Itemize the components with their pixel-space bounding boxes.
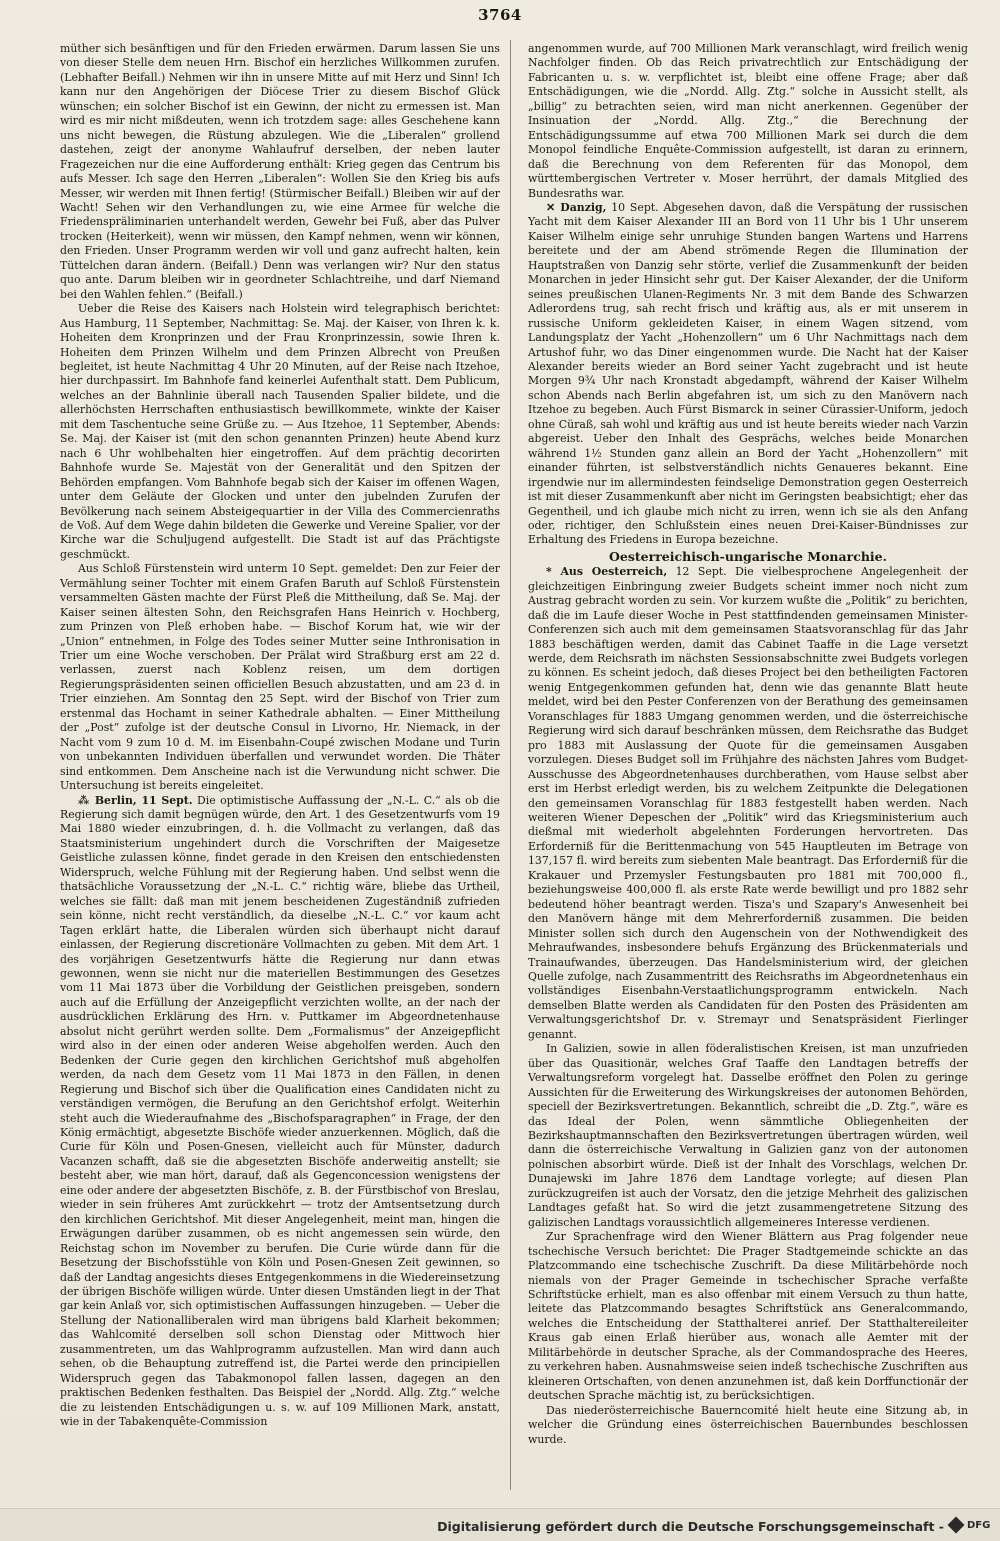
- dateline-oesterreich: * Aus Oesterreich,: [546, 565, 668, 579]
- dateline-berlin: ⁂ Berlin, 11 Sept.: [78, 793, 193, 807]
- dfg-logo: [950, 1517, 992, 1533]
- digitization-footer: [0, 1508, 1000, 1541]
- section-heading-austria-hungary: Oesterreichisch-ungarische Monarchie.: [609, 548, 887, 564]
- paragraph-bauerncomite: Das niederösterreichische Bauerncomité hielt heute eine Sitzung ab, in welcher die Gründung eines österreichischen Bauernbundes beschlossen wurde.: [528, 1403, 968, 1446]
- paragraph-speech-end: müther sich besänftigen und für den Frieden erwärmen. Darum lassen Sie uns von dieser Stelle dem neuen Hrn. Bischof ein herzliches Willkommen zurufen. (Lebhafter Beifall.) Nehmen wir ihn in unsere Mitte auf mit Herz und Sinn! Ich kann nur den Angehörigen der Diöcese Trier zu diesem Bischof Glück wünschen; ein solcher Bischof ist ein Gewinn, der nicht zu ermessen ist. Man wird es mir nicht mißdeuten, wenn ich trotzdem sage: alles Geschehene kann uns nicht bewegen, die Rüstung abzulegen. Wie die „Liberalen“ grollend dastehen, zeigt der anonyme Wahlaufruf derselben, der neben lauter Fragezeichen nur die eine Aufforderung enthält: Krieg gegen das Centrum bis aufs Messer. Ich sage den Herren „Liberalen“: Wollen Sie den Krieg bis aufs Messer, wir werden mit Ihnen fertig! (Stürmischer Beifall.) Bleiben wir auf der Wacht! Sehen wir den Verhandlungen zu, wie eine Armee für welche die Friedenspräliminarien unterhandelt werden, Gewehr bei Fuß, aber das Pulver trocken (Heiterkeit), wenn wir müssen, den Kampf nehmen, wenn wir können, den Frieden. Unser Programm werden wir voll und ganz aufrecht halten, kein Tüttelchen daran ändern. (Beifall.) Denn was verlangen wir? Nur den status quo ante. Darum bleiben wir in geordneter Schlachtreihe, und darf Niemand bei den Wahlen fehlen.“ (Beifall.): [60, 42, 500, 301]
- left-column: [60, 42, 500, 1502]
- dateline-danzig: ✕ Danzig,: [546, 200, 607, 214]
- paragraph-oesterreich-text: 12 Sept. Die vielbesprochene Angelegenheit der gleichzeitigen Einbringung zweier Budgets scheint immer noch nicht zum Austrag gebracht worden zu sein. Vor kurzem wußte die „Politik“ zu berichten, daß die im Laufe dieser Woche in Pest stattfindenden gemeinsamen Minister-Conferenzen sich auch mit dem gemeinsamen Staatsvoranschlag für das Jahr 1883 beschäftigen werden, damit das Cabinet Taaffe in die Lage versetzt werde, dem Reichsrath im nächsten Sessionsabschnitte zwei Budgets vorlegen zu können. Es scheint jedoch, daß dieses Project bei den betheiligten Factoren wenig Entgegenkommen gefunden hat, denn wie das genannte Blatt heute meldet, wird bei den Pester Conferenzen von der Berathung des gemeinsamen Voranschlages für 1883 Umgang genommen werden, und die österreichische Regierung wird sich darauf beschränken müssen, dem Reichsrathe das Budget pro 1883 mit Auslassung der Quote für die gemeinsamen Ausgaben vorzulegen. Dieses Budget soll im Frühjahre des nächsten Jahres vom Budget-Ausschusse des Abgeordnetenhauses durchberathen, vom Hause selbst aber erst im Herbst erledigt werden, bis zu welchem Zeitpunkte die Delegationen den gemeinsamen Voranschlag für 1883 festgestellt haben werden. Nach weiteren Wiener Depeschen der „Politik“ wird das Kriegsministerium auch dießmal mit wiederholt abgelehnten Forderungen hervortreten. Das Erforderniß für die Berittenmachung von 545 Hauptleuten im Betrage von 137,157 fl. wird bereits zum siebenten Male beantragt. Das Erforderniß für die Krakauer und Przemysler Festungsbauten pro 1881 mit 700,000 fl., beziehungsweise 400,000 fl. als erste Rate werde bewilligt und pro 1882 sehr bedeutend höher beantragt werden. Tisza's und Szapary's Anwesenheit bei den Manövern hänge mit dem Mehrerforderniß zusammen. Die beiden Minister sollen sich durch den Augenschein von der Nothwendigkeit des Mehraufwandes, insbesondere behufs Ergänzung des Brückenmaterials und Trainaufwandes, überzeugen. Das Handelsministerium wird, der gleichen Quelle zufolge, nach Zusammentritt des Reichsraths im Abgeordnetenhaus ein vollständiges Eisenbahn-Verstaatlichungsprogramm entwickeln. Nach demselben Blatte werden als Candidaten für den Posten des Präsidenten am Verwaltungsgerichtshof Dr. v. Stremayr und Senatspräsident Fierlinger genannt.: [528, 565, 968, 1041]
- dfg-diamond-icon: [948, 1517, 965, 1534]
- paragraph-sprachenfrage: Zur Sprachenfrage wird den Wiener Blättern aus Prag folgender neue tschechische Versuch berichtet: Die Prager Stadtgemeinde schickte an das Platzcommando eine tschechische Zuschrift. Da diese Militärbehörde noch niemals von der Prager Gemeinde in tschechischer Sprache verfaßte Schriftstücke erhielt, man es also offenbar mit einem Versuch zu thun hatte, leitete das Platzcommando besagtes Schriftstück ans Generalcommando, welches die Entscheidung der Statthalterei anrief. Der Statthaltereileiter Kraus gab einen Erlaß hierüber aus, wonach alle Aemter mit der Militärbehörde in deutscher Sprache, als der Commandosprache des Heeres, zu verkehren haben. Ausnahmsweise seien indeß tschechische Zuschriften aus kleineren Ortschaften, von denen anzunehmen ist, daß kein Dorffunctionär der deutschen Sprache mächtig ist, zu berücksichtigen.: [528, 1230, 968, 1403]
- dfg-logo-text: DFG: [967, 1519, 991, 1531]
- right-column: [528, 42, 968, 1502]
- paragraph-danzig-text: 10 Sept. Abgesehen davon, daß die Verspätung der russischen Yacht mit dem Kaiser Alexander III an Bord von 11 Uhr bis 1 Uhr unserem Kaiser Wilhelm einige sehr unruhige Stunden bangen Wartens und Harrens bereitete und der am Abend strömende Regen die Illumination der Hauptstraßen von Danzig sehr störte, verlief die Zusammenkunft der beiden Monarchen in jeder Hinsicht sehr gut. Der Kaiser Alexander, der die Uniform seines preußischen Ulanen-Regiments Nr. 3 mit dem Bande des Schwarzen Adlerordens trug, sah recht frisch und kräftig aus, als er mit unserem in russische Uniform gekleideten Kaiser, in einem Wagen sitzend, vom Landungsplatz der Yacht „Hohenzollern“ um 6 Uhr Nachmittags nach dem Artushof fuhr, wo das Diner eingenommen wurde. Die Nacht hat der Kaiser Alexander bereits wieder an Bord seiner Yacht zugebracht und ist heute Morgen 9¾ Uhr nach Kronstadt abgedampft, während der Kaiser Wilhelm schon Abends nach Berlin abgefahren ist, um sich zu den Manövern nach Itzehoe zu begeben. Auch Fürst Bismarck in seiner Cürassier-Uniform, jedoch ohne Cüraß, sah wohl und kräftig aus und ist heute bereits wieder nach Varzin abgereist. Ueber den Inhalt des Gesprächs, welches beide Monarchen während 1½ Stunden ganz allein an Bord der Yacht „Hohenzollern“ mit einander führten, ist selbstverständlich nichts Genaueres bekannt. Eine irgendwie nur im allermindesten feindselige Demonstration gegen Oesterreich ist mit dieser Zusammenkunft aber nicht im Geringsten beabsichtigt; eher das Gegentheil, und ich glaube mich nicht zu irren, wenn ich sie als den Anfang oder, richtiger, den Schlußstein eines neuen Drei-Kaiser-Bündnisses zur Erhaltung des Friedens in Europa bezeichne.: [528, 200, 968, 547]
- paragraph-fuerstenstein: Aus Schloß Fürstenstein wird unterm 10 Sept. gemeldet: Den zur Feier der Vermählung seiner Tochter mit einem Grafen Baruth auf Schloß Fürstenstein versammelten Gästen machte der Fürst Pleß die Mittheilung, daß Se. Maj. der Kaiser seinen ältesten Sohn, den Reichsgrafen Hans Heinrich v. Hochberg, zum Prinzen von Pleß erhoben habe. — Bischof Korum hat, wie wir der „Union“ entnehmen, in Folge des Todes seiner Mutter seine Inthronisation in Trier um eine Woche verschoben. Der Prälat wird Straßburg erst am 22 d. verlassen, zuerst nach Koblenz reisen, um dem dortigen Regierungspräsidenten seinen officiellen Besuch abzustatten, und am 23 d. in Trier einziehen. Am Sonntag den 25 Sept. wird der Bischof von Trier zum erstenmal das Hochamt in seiner Kathedrale abhalten. — Einer Mittheilung der „Post“ zufolge ist der deutsche Consul in Livorno, Hr. Niemack, in der Nacht vom 9 zum 10 d. M. im Eisenbahn-Coupé zwischen Modane und Turin von unbekannten Individuen überfallen und verwundet worden. Die Thäter sind entkommen. Dem Anscheine nach ist die Verwundung nicht schwer. Die Untersuchung ist bereits eingeleitet.: [60, 562, 500, 793]
- footer-credit: Digitalisierung gefördert durch die Deutsche Forschungsgemeinschaft -: [437, 1519, 944, 1534]
- paragraph-monopol-continued: angenommen wurde, auf 700 Millionen Mark veranschlagt, wird freilich wenig Nachfolger finden. Ob das Reich privatrechtlich zur Entschädigung der Fabricanten u. s. w. verpflichtet ist, bleibt eine offene Frage; aber daß Entschädigungen, wie die „Nordd. Allg. Ztg.“ solche in Aussicht stellt, als „billig“ zu betrachten seien, wird man nicht anerkennen. Gegenüber der Insinuation der „Nordd. Allg. Ztg.,“ die Berechnung der Entschädigungssumme auf etwa 700 Millionen Mark sei durch die dem Monopol feindliche Enquête-Commission aufgestellt, ist daran zu erinnern, daß die Berechnung von dem Referenten für das Monopol, dem württembergischen Vertreter v. Moser herrührt, der damals Mitglied des Bundesraths war.: [528, 42, 968, 200]
- paragraph-berlin-text: Die optimistische Auffassung der „N.-L. C.“ als ob die Regierung sich damit begnügen würde, den Art. 1 des Gesetzentwurfs vom 19 Mai 1880 wieder einzubringen, d. h. die Vollmacht zu verlangen, daß das Staatsministerium ungehindert durch die Vorschriften der Maigesetze Geistliche zulassen könne, findet gerade in den Kreisen den entschiedensten Widerspruch, welche Fühlung mit der Regierung haben. Und selbst wenn die thatsächliche Voraussetzung der „N.-L. C.“ richtig wäre, bliebe das Urtheil, welches sie fällt: daß man mit jenem bescheidenen Zugeständniß zufrieden sein könne, nicht recht verständlich, da dieselbe „N.-L. C.“ vor kaum acht Tagen erklärt hatte, die Liberalen würden sich überhaupt nicht darauf einlassen, der Regierung discretionäre Vollmachten zu geben. Mit dem Art. 1 des vorjährigen Gesetzentwurfs hätte die Regierung nur dann etwas gewonnen, wenn sie nicht nur die materiellen Bestimmungen des Gesetzes vom 11 Mai 1873 über die Vorbildung der Geistlichen preisgeben, sondern auch auf die Erfüllung der Anzeigepflicht verzichten wollte, an der nach der ausdrücklichen Erklärung des Hrn. v. Puttkamer im Abgeordnetenhause absolut nicht gerührt werden sollte. Dem „Formalismus“ der Anzeigepflicht wird also in der einen oder anderen Weise abgeholfen werden. Auch den Bedenken der Curie gegen den kirchlichen Gerichtshof muß abgeholfen werden, da nach dem Gesetz vom 11 Mai 1873 in den Fällen, in denen Regierung und Bischof sich über die Qualification eines Candidaten nicht zu verständigen vermögen, die Berufung an den Gerichtshof erfolgt. Weiterhin steht auch die Wiederaufnahme des „Bischofsparagraphen“ in Frage, der den König ermächtigt, abgesetzte Bischöfe wieder anzuerkennen. Möglich, daß die Curie für Köln und Posen-Gnesen, vielleicht auch für Münster, dadurch Vacanzen schafft, daß sie die abgesetzten Bischöfe anderweitig anstellt; sie besteht aber, wie man hört, darauf, daß als Gegenconcession wenigstens der eine oder andere der abgesetzten Bischöfe, z. B. der Fürstbischof von Breslau, wieder in sein früheres Amt zurückkehrt — trotz der Amtsentsetzung durch den kirchlichen Gerichtshof. Mit dieser Angelegenheit, meint man, hingen die Erwägungen darüber zusammen, ob es nicht angemessen sein würde, den Reichstag schon im November zu berufen. Die Curie würde dann für die Besetzung der Bischofsstühle von Köln und Posen-Gnesen Zeit gewinnen, so daß der Landtag angesichts dieses Entgegenkommens in die Wiedereinsetzung der übrigen Bischöfe willigen würde. Unter diesen Umständen liegt in der That gar kein Anlaß vor, sich optimistischen Auffassungen hinzugeben. — Ueber die Stellung der Nationalliberalen wird man übrigens bald Klarheit bekommen; das Wahlcomité derselben soll schon Dienstag oder Mittwoch hier zusammentreten, um das Wahlprogramm aufzustellen. Man wird dann auch sehen, ob die Behauptung zutreffend ist, die Partei werde den principiellen Widerspruch gegen das Tabakmonopol fallen lassen, dagegen an den praktischen Bedenken festhalten. Das Beispiel der „Nordd. Allg. Ztg.“ welche die zu leistenden Entschädigungen u. s. w. auf 109 Millionen Mark, anstatt, wie in der Tabakenquête-Commission: [60, 793, 500, 1429]
- paragraph-danzig: [528, 201, 968, 548]
- paragraph-galizien: In Galizien, sowie in allen föderalistischen Kreisen, ist man unzufrieden über das Quasitionär, welches Graf Taaffe den Landtagen betreffs der Verwaltungsreform vorgelegt hat. Dasselbe eröffnet den Polen zu geringe Aussichten für die Erweiterung des Wirkungskreises der autonomen Behörden, speciell der Bezirksvertretungen. Bekanntlich, schreibt die „D. Ztg.“, wäre es das Ideal der Polen, wenn sämmtliche Obliegenheiten der Bezirkshauptmannschaften den Bezirksvertretungen übertragen würden, weil dann die österreichische Verwaltung in Galizien ganz von der autonomen polnischen absorbirt würde. Dieß ist der Inhalt des Vorschlags, welchen Dr. Dunajewski im Jahre 1876 dem Landtage vorlegte; auf diesen Plan zurückzugreifen ist auch der Vorsatz, den die jetzige Mehrheit des galizischen Landtages gefaßt hat. So wird die jetzt zusammengetretene Sitzung des galizischen Landtags voraussichtlich allgemeineres Interesse verdienen.: [528, 1042, 968, 1229]
- paragraph-berlin: [60, 794, 500, 1430]
- page-number: 3764: [478, 6, 522, 24]
- column-divider: [510, 40, 511, 1490]
- paragraph-oesterreich: [528, 565, 968, 1042]
- paragraph-kaiser-holstein: Ueber die Reise des Kaisers nach Holstein wird telegraphisch berichtet: Aus Hamburg, 11 September, Nachmittag: Se. Maj. der Kaiser, von Ihren k. k. Hoheiten dem Kronprinzen und der Frau Kronprinzessin, sowie Ihren k. Hoheiten dem Prinzen Wilhelm und dem Prinzen Albrecht von Preußen begleitet, ist heute Nachmittag 4 Uhr 20 Minuten, auf der Reise nach Itzehoe, hier durchpassirt. Im Bahnhofe fand keinerlei Aufenthalt statt. Dem Publicum, welches an der Bahnlinie überall nach Tausenden Spalier bildete, und die allerhöchsten Herrschaften enthusiastisch bewillkommete, winkte der Kaiser mit dem Taschentuche seine Grüße zu. — Aus Itzehoe, 11 September, Abends: Se. Maj. der Kaiser ist (mit den schon genannten Prinzen) heute Abend kurz nach 6 Uhr wohlbehalten hier eingetroffen. Auf dem prächtig decorirten Bahnhofe wurde Se. Majestät von der Generalität und den Spitzen der Behörden empfangen. Vom Bahnhofe begab sich der Kaiser im offenen Wagen, unter dem Geläute der Glocken und unter den jubelnden Zurufen der Bevölkerung nach seinem Absteigequartier in der Villa des Commercienraths de Voß. Auf dem Wege dahin bildeten die Gewerke und Vereine Spalier, vor der Kirche war die Schuljugend aufgestellt. Die Stadt ist auf das Prächtigste geschmückt.: [60, 302, 500, 561]
